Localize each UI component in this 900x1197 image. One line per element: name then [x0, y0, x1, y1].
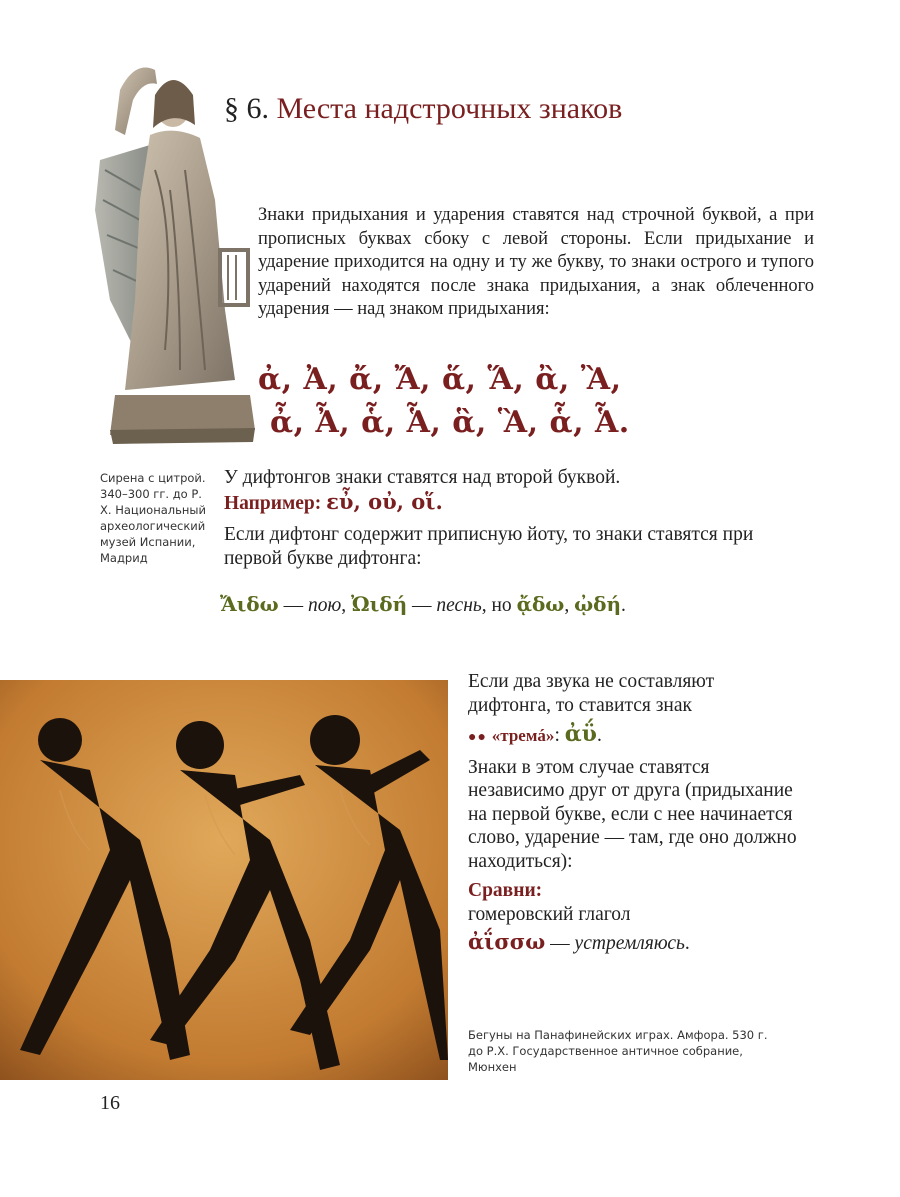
greek-examples-row-2: ἆ, Ἆ, ἇ, Ἇ, ἃ, Ἃ, ἇ, Ἇ. [270, 405, 630, 440]
translation-1: пою [307, 595, 342, 616]
trema-period: . [596, 725, 602, 746]
vase-caption: Бегуны на Панафинейских играх. Амфора. 530 г. до Р.Х. Государственное античное собрание, Мюнхен [468, 1028, 768, 1074]
trema-greek: ἀΰ [564, 721, 597, 747]
example-label: Например: [224, 493, 322, 514]
statue-caption: Сирена с цитрой. 340–300 гг. до Р. Х. Национальный археологический музей Испании, Мадрид [100, 471, 206, 565]
compare-block [468, 879, 798, 926]
trema-dots-icon: ●● [468, 730, 487, 745]
period-1: . [621, 595, 626, 616]
dash-2: — [407, 595, 437, 616]
trema-intro: Если два звука не составляют дифтонга, то ставится знак [468, 671, 715, 716]
diphthong-rule: У дифтонгов знаки ставятся над второй буквой. [224, 467, 621, 488]
iota-example-1: Ἄιδω [220, 592, 279, 616]
compare-dash: — [545, 933, 575, 954]
greek-examples-row-1: ἀ, Ἀ, ἄ, Ἄ, ἅ, Ἅ, ἂ, Ἂ, [258, 362, 622, 397]
compare-text: гомеровский глагол [468, 903, 631, 925]
diphthong-example [224, 490, 443, 516]
page-title [224, 92, 622, 126]
compare-period: . [684, 933, 690, 954]
intro-paragraph: Знаки придыхания и ударения ставятся над строчной буквой, а при прописных буквах сбоку с левой стороны. Если придыхание и ударение приходится на одну и ту же букву, то знаки острого и тупого ударений находятся после знака придыхания, а знак облеченного ударения — над знаком придыхания: [258, 205, 814, 319]
trema-explanation: Знаки в этом случае ставятся независимо друг от друга (придыхание на первой букве, если с нее начинается слово, ударение — там, где оно должно находиться): [468, 756, 797, 872]
iota-example-3: ᾄδω [516, 592, 565, 616]
comma-2: , [564, 595, 575, 616]
trema-section [468, 670, 798, 962]
section-title: Места надстрочных знаков [276, 92, 623, 125]
dash-1: — [278, 595, 308, 616]
runners-amphora-image [0, 680, 448, 1080]
comma-1: , [341, 595, 351, 616]
iota-example-4: ᾠδή [574, 592, 622, 616]
example-greek: εὖ, οὐ, οἵ. [326, 489, 443, 514]
page-number: 16 [100, 1092, 120, 1114]
compare-greek: ἀΐσσω [468, 929, 546, 954]
trema-definition [468, 723, 798, 750]
compare-example [468, 930, 798, 956]
trema-label: «тремá» [491, 726, 555, 745]
compare-translation: устремляюсь [574, 933, 685, 954]
iota-rule: Если дифтонг содержит приписную йоту, то знаки ставятся при первой букве дифтонга: [224, 524, 754, 569]
conjunction: , но [481, 595, 517, 616]
trema-colon: : [554, 725, 565, 746]
translation-2: песнь [436, 595, 482, 616]
compare-label: Сравни: [468, 880, 543, 901]
iota-examples [220, 592, 626, 618]
section-number: § 6. [224, 92, 269, 125]
iota-example-2: Ὠιδή [350, 592, 408, 616]
